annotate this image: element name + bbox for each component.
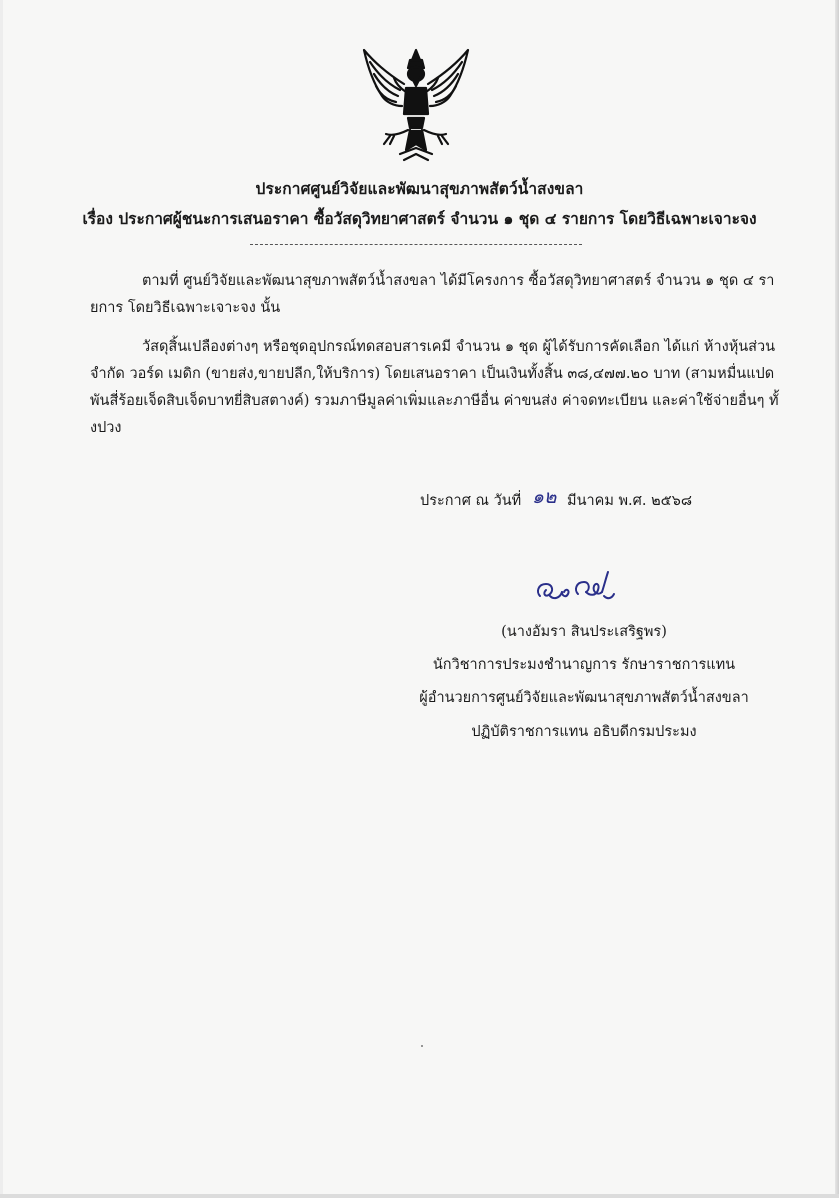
signatory-position-1: นักวิชาการประมงชำนาญการ รักษาราชการแทน (432, 657, 736, 673)
signatory-position-3: ปฏิบัติราชการแทน อธิบดีกรมประมง (471, 724, 697, 740)
signatory-position-2: ผู้อำนวยการศูนย์วิจัยและพัฒนาสุขภาพสัตว์น้ำสงขลา (419, 690, 749, 706)
separator-line (250, 244, 582, 245)
date-month-year: มีนาคม พ.ศ. ๒๕๖๘ (567, 493, 693, 509)
garuda-emblem-icon (360, 44, 472, 164)
paragraph-1-text: ตามที่ ศูนย์วิจัยและพัฒนาสุขภาพสัตว์น้ำสงขลา ได้มีโครงการ ซื้อวัสดุวิทยาศาสตร์ จำนวน ๑ ชุด ๔ รายการ โดยวิธีเฉพาะเจาะจง นั้น (90, 273, 775, 316)
announcement-date (420, 484, 692, 514)
scan-edge-bottom (0, 1194, 839, 1198)
signatory-name: (นางอัมรา สินประเสริฐพร) (501, 624, 667, 640)
body-paragraph-1 (90, 268, 780, 322)
document-title: ประกาศศูนย์วิจัยและพัฒนาสุขภาพสัตว์น้ำสงขลา (255, 179, 584, 198)
body-paragraph-2 (90, 334, 780, 442)
handwritten-day: ๑๒ (531, 486, 557, 508)
document-subject: เรื่อง ประกาศผู้ชนะการเสนอราคา ซื้อวัสดุวิทยาศาสตร์ จำนวน ๑ ชุด ๔ รายการ โดยวิธีเฉพาะเจาะจง (82, 209, 757, 228)
handwritten-signature (532, 566, 622, 610)
scan-speck (421, 1045, 423, 1047)
date-prefix: ประกาศ ณ วันที่ (420, 493, 522, 509)
paragraph-2-text: วัสดุสิ้นเปลืองต่างๆ หรือชุดอุปกรณ์ทดสอบสารเคมี จำนวน ๑ ชุด ผู้ได้รับการคัดเลือก ได้แก่ ห้างหุ้นส่วนจำกัด วอร์ด เมดิก (ขายส่ง,ขายปลีก,ให้บริการ) โดยเสนอราคา เป็นเงินทั้งสิ้น ๓๘,๔๗๗.๒๐ บาท (สามหมื่นแปดพันสี่ร้อยเจ็ดสิบเจ็ดบาทยี่สิบสตางค์) รวมภาษีมูลค่าเพิ่มและภาษีอื่น ค่าขนส่ง ค่าจดทะเบียน และค่าใช้จ่ายอื่นๆ ทั้งปวง (90, 339, 779, 436)
